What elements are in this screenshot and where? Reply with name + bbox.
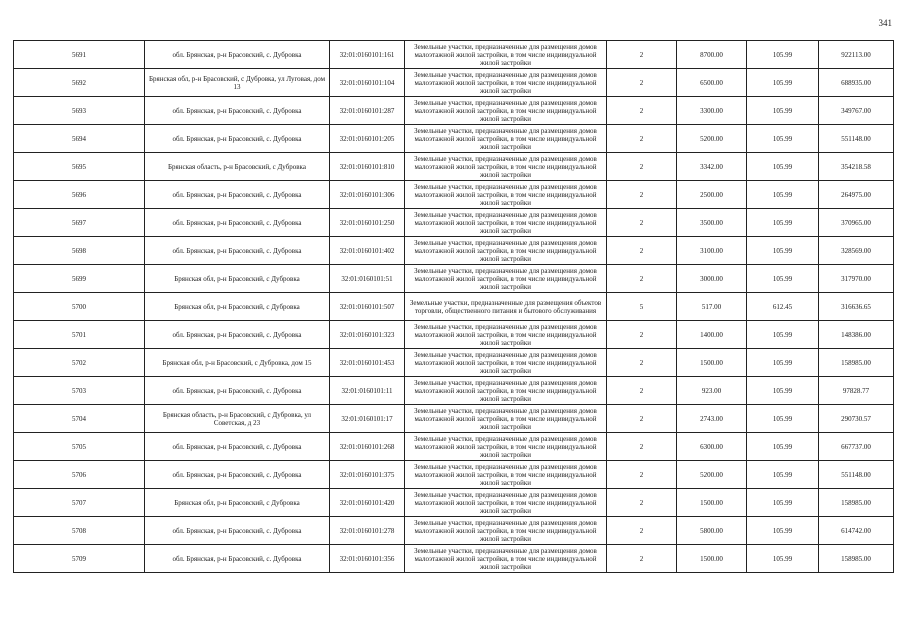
area-cell: 3000.00 (677, 265, 747, 293)
cadastral-value-cell: 158985.00 (819, 545, 894, 573)
cadastral-value-cell: 148386.00 (819, 321, 894, 349)
permitted-use-cell: Земельные участки, предназначенные для размещения домов малоэтажной жилой застройки, в том числе индивидуальной жилой застройки (405, 405, 607, 433)
cadastral-number-cell: 32:01:0160101:306 (330, 181, 405, 209)
specific-value-cell: 105.99 (747, 461, 819, 489)
address-cell: обл. Брянская, р-н Брасовский, с. Дубровка (145, 237, 330, 265)
cadastral-number-cell: 32:01:0160101:356 (330, 545, 405, 573)
permitted-use-cell: Земельные участки, предназначенные для размещения домов малоэтажной жилой застройки, в том числе индивидуальной жилой застройки (405, 265, 607, 293)
cadastral-number-cell: 32:01:0160101:810 (330, 153, 405, 181)
permitted-use-cell: Земельные участки, предназначенные для размещения домов малоэтажной жилой застройки, в том числе индивидуальной жилой застройки (405, 237, 607, 265)
row-number-cell: 5693 (14, 97, 145, 125)
area-cell: 923.00 (677, 377, 747, 405)
group-cell: 2 (607, 125, 677, 153)
cadastral-value-cell: 317970.00 (819, 265, 894, 293)
group-cell: 2 (607, 97, 677, 125)
row-number-cell: 5708 (14, 517, 145, 545)
area-cell: 6300.00 (677, 433, 747, 461)
address-cell: Брянская область, р-н Брасовский, с Дубровка (145, 153, 330, 181)
group-cell: 2 (607, 69, 677, 97)
page-number: 341 (878, 18, 892, 28)
group-cell: 2 (607, 405, 677, 433)
specific-value-cell: 105.99 (747, 97, 819, 125)
cadastral-register-table (13, 40, 894, 573)
permitted-use-cell: Земельные участки, предназначенные для размещения домов малоэтажной жилой застройки, в том числе индивидуальной жилой застройки (405, 69, 607, 97)
cadastral-number-cell: 32:01:0160101:278 (330, 517, 405, 545)
row-number-cell: 5695 (14, 153, 145, 181)
cadastral-number-cell: 32:01:0160101:11 (330, 377, 405, 405)
permitted-use-cell: Земельные участки, предназначенные для размещения домов малоэтажной жилой застройки, в том числе индивидуальной жилой застройки (405, 321, 607, 349)
row-number-cell: 5694 (14, 125, 145, 153)
cadastral-value-cell: 551148.00 (819, 125, 894, 153)
permitted-use-cell: Земельные участки, предназначенные для размещения домов малоэтажной жилой застройки, в том числе индивидуальной жилой застройки (405, 125, 607, 153)
area-cell: 3500.00 (677, 209, 747, 237)
cadastral-number-cell: 32:01:0160101:507 (330, 293, 405, 321)
permitted-use-cell: Земельные участки, предназначенные для размещения домов малоэтажной жилой застройки, в том числе индивидуальной жилой застройки (405, 517, 607, 545)
cadastral-number-cell: 32:01:0160101:161 (330, 41, 405, 69)
cadastral-number-cell: 32:01:0160101:323 (330, 321, 405, 349)
group-cell: 2 (607, 209, 677, 237)
table-row (14, 41, 894, 69)
specific-value-cell: 105.99 (747, 405, 819, 433)
specific-value-cell: 105.99 (747, 321, 819, 349)
area-cell: 2500.00 (677, 181, 747, 209)
cadastral-number-cell: 32:01:0160101:104 (330, 69, 405, 97)
address-cell: Брянская обл, р-н Брасовский, с Дубровка, ул Луговая, дом 13 (145, 69, 330, 97)
row-number-cell: 5707 (14, 489, 145, 517)
table-row (14, 153, 894, 181)
specific-value-cell: 105.99 (747, 153, 819, 181)
cadastral-number-cell: 32:01:0160101:402 (330, 237, 405, 265)
specific-value-cell: 105.99 (747, 125, 819, 153)
group-cell: 5 (607, 293, 677, 321)
table-row (14, 181, 894, 209)
area-cell: 8700.00 (677, 41, 747, 69)
group-cell: 2 (607, 545, 677, 573)
cadastral-value-cell: 370965.00 (819, 209, 894, 237)
area-cell: 5200.00 (677, 125, 747, 153)
cadastral-value-cell: 614742.00 (819, 517, 894, 545)
area-cell: 3342.00 (677, 153, 747, 181)
group-cell: 2 (607, 321, 677, 349)
table-row (14, 405, 894, 433)
row-number-cell: 5705 (14, 433, 145, 461)
permitted-use-cell: Земельные участки, предназначенные для размещения домов малоэтажной жилой застройки, в том числе индивидуальной жилой застройки (405, 41, 607, 69)
table-row (14, 321, 894, 349)
row-number-cell: 5699 (14, 265, 145, 293)
group-cell: 2 (607, 349, 677, 377)
cadastral-number-cell: 32:01:0160101:420 (330, 489, 405, 517)
table-row (14, 461, 894, 489)
specific-value-cell: 105.99 (747, 209, 819, 237)
area-cell: 3100.00 (677, 237, 747, 265)
address-cell: обл. Брянская, р-н Брасовский, с. Дубровка (145, 433, 330, 461)
cadastral-value-cell: 290730.57 (819, 405, 894, 433)
cadastral-value-cell: 316636.65 (819, 293, 894, 321)
specific-value-cell: 612.45 (747, 293, 819, 321)
table-row (14, 97, 894, 125)
permitted-use-cell: Земельные участки, предназначенные для размещения объектов торговли, общественного питания и бытового обслуживания (405, 293, 607, 321)
table-row (14, 265, 894, 293)
table-row (14, 433, 894, 461)
specific-value-cell: 105.99 (747, 517, 819, 545)
table-row (14, 517, 894, 545)
permitted-use-cell: Земельные участки, предназначенные для размещения домов малоэтажной жилой застройки, в том числе индивидуальной жилой застройки (405, 545, 607, 573)
cadastral-value-cell: 97828.77 (819, 377, 894, 405)
specific-value-cell: 105.99 (747, 433, 819, 461)
row-number-cell: 5697 (14, 209, 145, 237)
specific-value-cell: 105.99 (747, 377, 819, 405)
address-cell: обл. Брянская, р-н Брасовский, с. Дубровка (145, 517, 330, 545)
cadastral-number-cell: 32:01:0160101:375 (330, 461, 405, 489)
address-cell: Брянская обл, р-н Брасовский, с Дубровка (145, 489, 330, 517)
cadastral-number-cell: 32:01:0160101:268 (330, 433, 405, 461)
specific-value-cell: 105.99 (747, 545, 819, 573)
table-row (14, 69, 894, 97)
permitted-use-cell: Земельные участки, предназначенные для размещения домов малоэтажной жилой застройки, в том числе индивидуальной жилой застройки (405, 209, 607, 237)
table-row (14, 209, 894, 237)
cadastral-value-cell: 667737.00 (819, 433, 894, 461)
group-cell: 2 (607, 265, 677, 293)
address-cell: Брянская обл, р-н Брасовский, с Дубровка, дом 15 (145, 349, 330, 377)
specific-value-cell: 105.99 (747, 181, 819, 209)
address-cell: обл. Брянская, р-н Брасовский, с. Дубровка (145, 41, 330, 69)
address-cell: Брянская обл, р-н Брасовский, с Дубровка (145, 293, 330, 321)
address-cell: обл. Брянская, р-н Брасовский, с. Дубровка (145, 461, 330, 489)
table-row (14, 545, 894, 573)
area-cell: 1500.00 (677, 489, 747, 517)
address-cell: обл. Брянская, р-н Брасовский, с. Дубровка (145, 321, 330, 349)
table-row (14, 293, 894, 321)
specific-value-cell: 105.99 (747, 265, 819, 293)
area-cell: 5800.00 (677, 517, 747, 545)
cadastral-value-cell: 158985.00 (819, 489, 894, 517)
specific-value-cell: 105.99 (747, 237, 819, 265)
table-row (14, 125, 894, 153)
row-number-cell: 5704 (14, 405, 145, 433)
permitted-use-cell: Земельные участки, предназначенные для размещения домов малоэтажной жилой застройки, в том числе индивидуальной жилой застройки (405, 153, 607, 181)
permitted-use-cell: Земельные участки, предназначенные для размещения домов малоэтажной жилой застройки, в том числе индивидуальной жилой застройки (405, 461, 607, 489)
area-cell: 1500.00 (677, 349, 747, 377)
address-cell: Брянская область, р-н Брасовский, с Дубровка, ул Советская, д 23 (145, 405, 330, 433)
row-number-cell: 5691 (14, 41, 145, 69)
group-cell: 2 (607, 237, 677, 265)
address-cell: обл. Брянская, р-н Брасовский, с. Дубровка (145, 209, 330, 237)
cadastral-number-cell: 32:01:0160101:51 (330, 265, 405, 293)
cadastral-value-cell: 158985.00 (819, 349, 894, 377)
permitted-use-cell: Земельные участки, предназначенные для размещения домов малоэтажной жилой застройки, в том числе индивидуальной жилой застройки (405, 489, 607, 517)
cadastral-value-cell: 264975.00 (819, 181, 894, 209)
permitted-use-cell: Земельные участки, предназначенные для размещения домов малоэтажной жилой застройки, в том числе индивидуальной жилой застройки (405, 377, 607, 405)
row-number-cell: 5702 (14, 349, 145, 377)
cadastral-number-cell: 32:01:0160101:205 (330, 125, 405, 153)
specific-value-cell: 105.99 (747, 69, 819, 97)
address-cell: обл. Брянская, р-н Брасовский, с. Дубровка (145, 377, 330, 405)
address-cell: обл. Брянская, р-н Брасовский, с. Дубровка (145, 97, 330, 125)
cadastral-value-cell: 328569.00 (819, 237, 894, 265)
cadastral-number-cell: 32:01:0160101:287 (330, 97, 405, 125)
area-cell: 3300.00 (677, 97, 747, 125)
group-cell: 2 (607, 41, 677, 69)
cadastral-value-cell: 922113.00 (819, 41, 894, 69)
area-cell: 6500.00 (677, 69, 747, 97)
table-row (14, 489, 894, 517)
row-number-cell: 5692 (14, 69, 145, 97)
cadastral-value-cell: 551148.00 (819, 461, 894, 489)
row-number-cell: 5696 (14, 181, 145, 209)
row-number-cell: 5700 (14, 293, 145, 321)
group-cell: 2 (607, 461, 677, 489)
cadastral-value-cell: 688935.00 (819, 69, 894, 97)
group-cell: 2 (607, 377, 677, 405)
group-cell: 2 (607, 153, 677, 181)
area-cell: 2743.00 (677, 405, 747, 433)
specific-value-cell: 105.99 (747, 489, 819, 517)
area-cell: 517.00 (677, 293, 747, 321)
row-number-cell: 5703 (14, 377, 145, 405)
table-row (14, 377, 894, 405)
address-cell: Брянская обл, р-н Брасовский, с Дубровка (145, 265, 330, 293)
permitted-use-cell: Земельные участки, предназначенные для размещения домов малоэтажной жилой застройки, в том числе индивидуальной жилой застройки (405, 433, 607, 461)
row-number-cell: 5698 (14, 237, 145, 265)
cadastral-value-cell: 349767.00 (819, 97, 894, 125)
cadastral-number-cell: 32:01:0160101:17 (330, 405, 405, 433)
group-cell: 2 (607, 433, 677, 461)
table-row (14, 349, 894, 377)
area-cell: 1500.00 (677, 545, 747, 573)
cadastral-number-cell: 32:01:0160101:453 (330, 349, 405, 377)
cadastral-value-cell: 354218.58 (819, 153, 894, 181)
group-cell: 2 (607, 489, 677, 517)
permitted-use-cell: Земельные участки, предназначенные для размещения домов малоэтажной жилой застройки, в том числе индивидуальной жилой застройки (405, 349, 607, 377)
area-cell: 1400.00 (677, 321, 747, 349)
table-row (14, 237, 894, 265)
specific-value-cell: 105.99 (747, 349, 819, 377)
permitted-use-cell: Земельные участки, предназначенные для размещения домов малоэтажной жилой застройки, в том числе индивидуальной жилой застройки (405, 97, 607, 125)
group-cell: 2 (607, 517, 677, 545)
row-number-cell: 5706 (14, 461, 145, 489)
row-number-cell: 5701 (14, 321, 145, 349)
row-number-cell: 5709 (14, 545, 145, 573)
cadastral-number-cell: 32:01:0160101:250 (330, 209, 405, 237)
specific-value-cell: 105.99 (747, 41, 819, 69)
address-cell: обл. Брянская, р-н Брасовский, с. Дубровка (145, 181, 330, 209)
permitted-use-cell: Земельные участки, предназначенные для размещения домов малоэтажной жилой застройки, в том числе индивидуальной жилой застройки (405, 181, 607, 209)
address-cell: обл. Брянская, р-н Брасовский, с. Дубровка (145, 125, 330, 153)
address-cell: обл. Брянская, р-н Брасовский, с. Дубровка (145, 545, 330, 573)
area-cell: 5200.00 (677, 461, 747, 489)
group-cell: 2 (607, 181, 677, 209)
